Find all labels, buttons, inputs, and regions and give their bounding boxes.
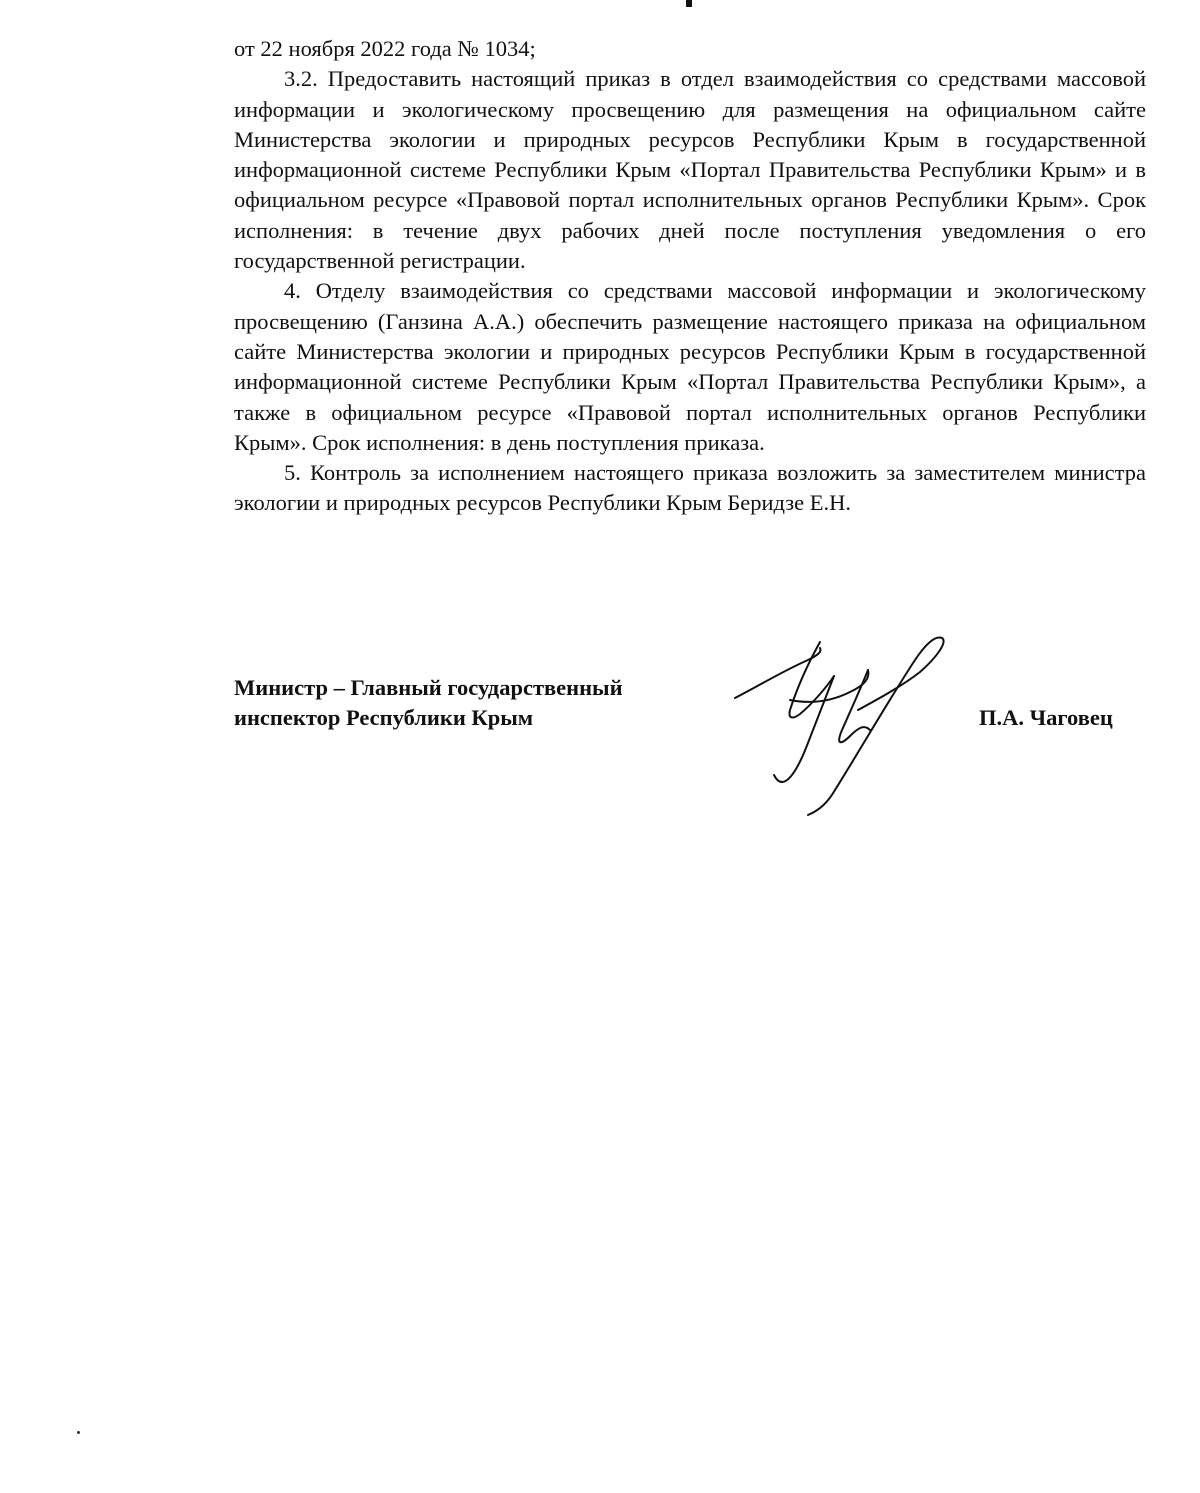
scan-mark <box>686 0 692 7</box>
continuation-line: от 22 ноября 2022 года № 1034; <box>234 36 536 61</box>
scan-dot <box>77 1431 80 1434</box>
signatory-position-line-1: Министр – Главный государственный <box>234 675 623 700</box>
signatory-position-line-2: инспектор Республики Крым <box>234 705 534 730</box>
paragraph-4: 4. Отделу взаимодействия со средствами массовой информации и экологическому просвещению (Ганзина А.А.) обеспечить размещение настоящего приказа на официальном сайте Министерства экологии и природных ресурсов Республики Крым в государственной информационной системе Республики Крым «Портал Правительства Республики Крым», а также в официальном ресурсе «Правовой портал исполнительных органов Республики Крым». Срок исполнения: в день поступления приказа. <box>234 278 1146 455</box>
paragraph-3-2: 3.2. Предоставить настоящий приказ в отдел взаимодействия со средствами массовой информации и экологическому просвещению для размещения на официальном сайте Министерства экологии и природных ресурсов Республики Крым в государственной информационной системе Республики Крым «Портал Правительства Республики Крым» и в официальном ресурсе «Правовой портал исполнительных органов Республики Крым». Срок исполнения: в течение двух рабочих дней после поступления уведомления о его государственной регистрации. <box>234 66 1146 274</box>
paragraph-5: 5. Контроль за исполнением настоящего приказа возложить за заместителем министра экологии и природных ресурсов Республики Крым Беридзе Е.Н. <box>234 460 1146 516</box>
signatory-position <box>234 673 623 733</box>
document-body <box>234 34 1146 519</box>
signatory-name: П.А. Чаговец <box>979 705 1113 730</box>
handwritten-signature <box>730 630 960 820</box>
